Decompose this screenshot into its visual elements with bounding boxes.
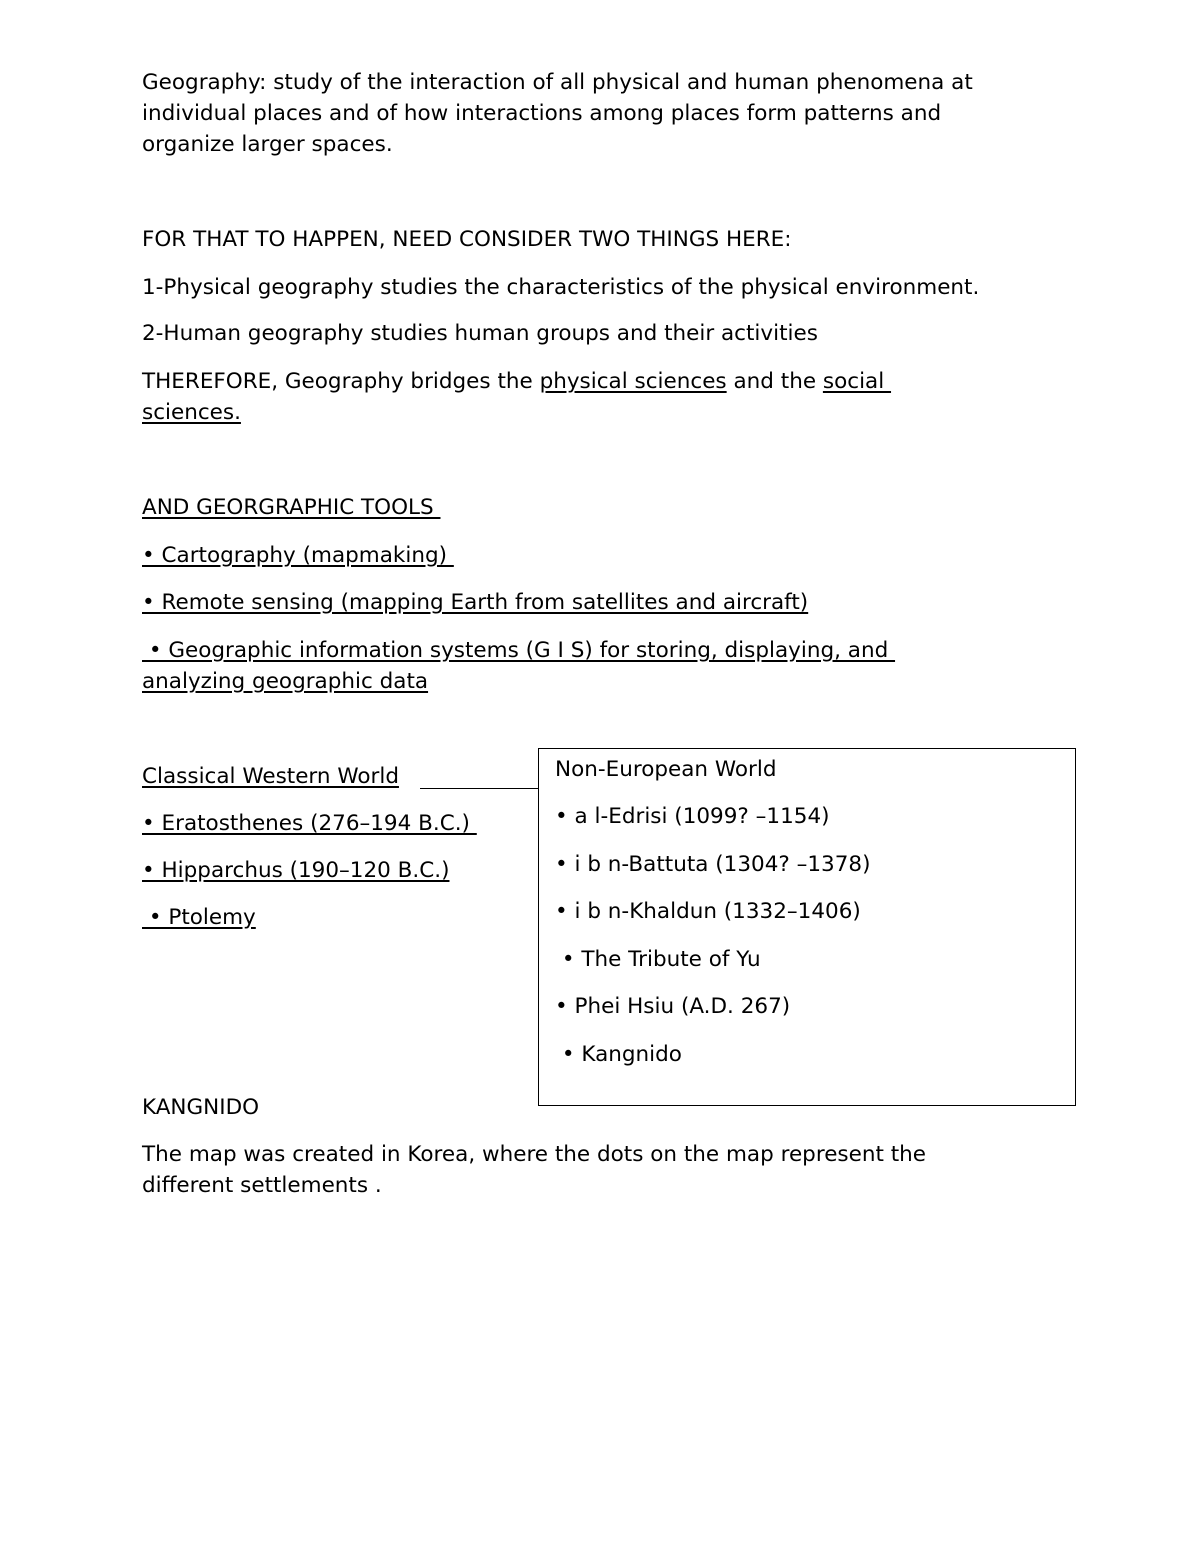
therefore-middle: and the [726, 369, 823, 394]
non-european-item-edrisi: • a l-Edrisi (1099? –1154) [555, 804, 830, 829]
consider-item-physical: 1-Physical geography studies the characteristics of the physical environment. [142, 275, 980, 300]
non-european-item-kangnido: • Kangnido [555, 1042, 682, 1067]
tools-item-cartography: • Cartography (mapmaking) [142, 543, 454, 568]
tools-item-gis: • Geographic information systems (G I S) for storing, displaying, and [142, 638, 896, 663]
non-european-text-box [538, 748, 1076, 1106]
consider-item-human: 2-Human geography studies human groups and their activities [142, 321, 818, 346]
intro-line-2: individual places and of how interactions among places form patterns and [142, 101, 942, 126]
non-european-item-tribute-of-yu: • The Tribute of Yu [555, 947, 761, 972]
western-heading: Classical Western World [142, 764, 399, 789]
physical-sciences-link: physical sciences [539, 369, 727, 394]
therefore-line-2: sciences. [142, 400, 241, 425]
western-heading-rule [420, 788, 538, 789]
consider-heading: FOR THAT TO HAPPEN, NEED CONSIDER TWO THINGS HERE: [142, 227, 792, 252]
kangnido-line-1: The map was created in Korea, where the dots on the map represent the [142, 1142, 927, 1167]
tools-item-remote-sensing: • Remote sensing (mapping Earth from satellites and aircraft) [142, 590, 809, 615]
therefore-line-1 [142, 366, 891, 397]
non-european-item-battuta: • i b n-Battuta (1304? –1378) [555, 852, 871, 877]
kangnido-line-2: different settlements . [142, 1173, 382, 1198]
social-sciences-link: social [822, 369, 892, 394]
tools-heading: AND GEORGRAPHIC TOOLS [142, 495, 441, 520]
intro-line-3: organize larger spaces. [142, 132, 393, 157]
intro-line-1: Geography: study of the interaction of all physical and human phenomena at [142, 70, 973, 95]
non-european-item-phei-hsiu: • Phei Hsiu (A.D. 267) [555, 994, 791, 1019]
western-item-eratosthenes: • Eratosthenes (276–194 B.C.) [142, 811, 477, 836]
non-european-heading: Non-European World [555, 757, 777, 782]
tools-item-gis-cont: analyzing geographic data [142, 669, 429, 694]
kangnido-heading: KANGNIDO [142, 1095, 260, 1120]
therefore-prefix: THEREFORE, Geography bridges the [142, 369, 540, 394]
western-item-ptolemy: • Ptolemy [142, 905, 256, 930]
non-european-item-khaldun: • i b n-Khaldun (1332–1406) [555, 899, 861, 924]
western-item-hipparchus: • Hipparchus (190–120 B.C.) [142, 858, 450, 883]
